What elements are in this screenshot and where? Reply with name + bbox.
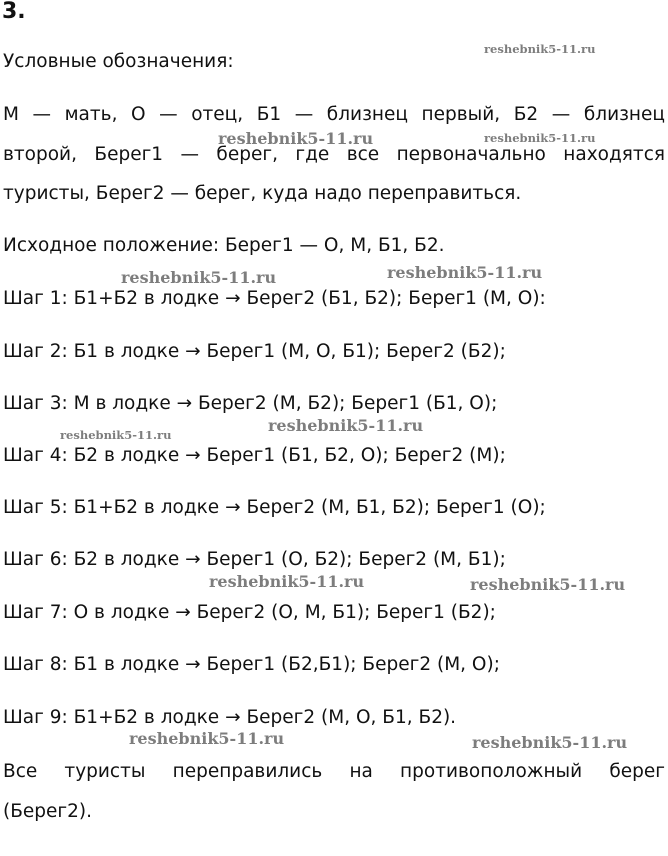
legend-line-3: туристы, Берег2 — берег, куда надо переправиться. — [3, 183, 522, 204]
watermark: reshebnik5-11.ru — [472, 733, 628, 752]
watermark: reshebnik5-11.ru — [129, 729, 285, 748]
step-4: Шаг 4: Б2 в лодке → Берег1 (Б1, Б2, О); Берег2 (М); — [3, 445, 506, 466]
step-7: Шаг 7: О в лодке → Берег2 (О, М, Б1); Берег1 (Б2); — [3, 602, 496, 623]
step-1: Шаг 1: Б1+Б2 в лодке → Берег2 (Б1, Б2); Берег1 (М, О): — [3, 288, 546, 309]
watermark: reshebnik5-11.ru — [484, 131, 596, 145]
step-8: Шаг 8: Б1 в лодке → Берег1 (Б2,Б1); Берег2 (М, О); — [3, 654, 500, 675]
watermark: reshebnik5-11.ru — [60, 428, 172, 442]
watermark: reshebnik5-11.ru — [209, 572, 365, 591]
step-6: Шаг 6: Б2 в лодке → Берег1 (О, Б2); Берег2 (М, Б1); — [3, 549, 506, 570]
legend-line-1: М — мать, О — отец, Б1 — близнец первый, Б2 — близнец — [3, 104, 665, 125]
conclusion-line-1: Все туристы переправились на противоположный берег — [3, 761, 665, 782]
step-9: Шаг 9: Б1+Б2 в лодке → Берег2 (М, О, Б1, Б2). — [3, 707, 457, 728]
initial-position: Исходное положение: Берег1 — О, М, Б1, Б2. — [3, 235, 445, 256]
step-5: Шаг 5: Б1+Б2 в лодке → Берег2 (М, Б1, Б2); Берег1 (О); — [3, 497, 546, 518]
watermark: reshebnik5-11.ru — [470, 575, 626, 594]
watermark: reshebnik5-11.ru — [218, 129, 374, 148]
watermark: reshebnik5-11.ru — [121, 268, 277, 287]
task-number: 3. — [2, 0, 26, 24]
watermark: reshebnik5-11.ru — [484, 42, 596, 56]
step-3: Шаг 3: М в лодке → Берег2 (М, Б2); Берег1 (Б1, О); — [3, 393, 498, 414]
conclusion-line-2: (Берег2). — [3, 801, 93, 822]
legend-heading: Условные обозначения: — [3, 51, 234, 72]
step-2: Шаг 2: Б1 в лодке → Берег1 (М, О, Б1); Берег2 (Б2); — [3, 341, 506, 362]
legend-line-2: второй, Берег1 — берег, где все первоначально находятся — [3, 144, 665, 165]
watermark: reshebnik5-11.ru — [268, 416, 424, 435]
watermark: reshebnik5-11.ru — [387, 263, 543, 282]
